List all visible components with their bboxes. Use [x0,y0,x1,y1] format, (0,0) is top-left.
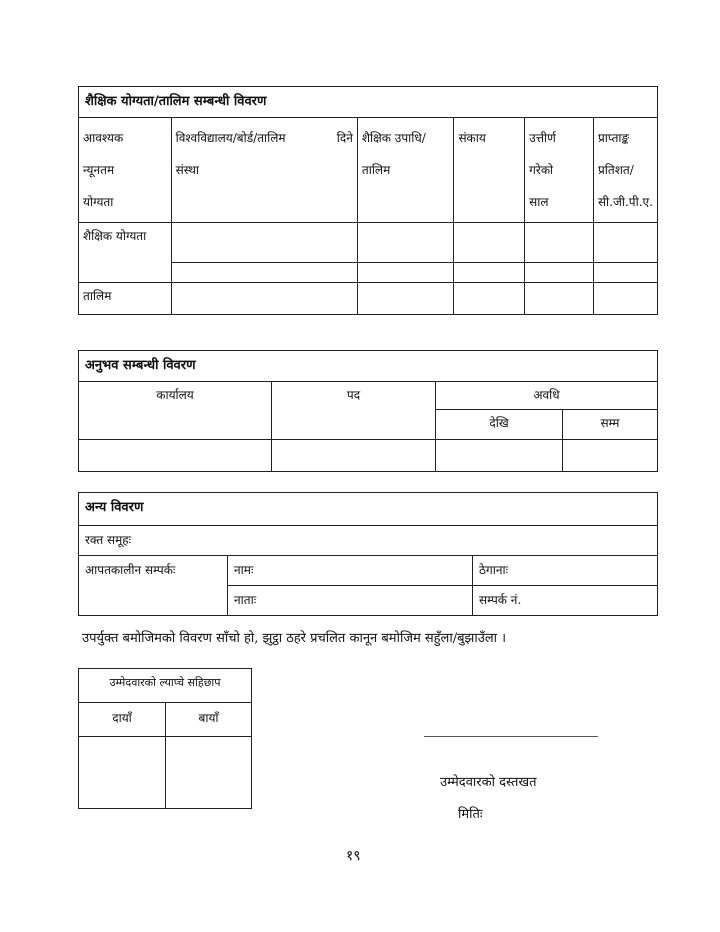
header-to [563,410,658,440]
experience-heading-text: अनुभव सम्बन्धी विवरण [85,358,196,373]
input-cell[interactable] [593,263,657,283]
input-cell[interactable] [454,283,525,315]
label: सी.जी.पी.ए. [597,195,653,209]
input-cell[interactable] [593,223,657,263]
label: बायाँ [198,711,219,725]
label: दायाँ [112,711,132,725]
label: तालिम [361,163,391,177]
label: आपतकालीन सम्पर्कः [85,563,176,577]
label: संकाय [458,131,486,145]
label: सम्पर्क नं. [479,593,522,607]
input-cell[interactable] [357,223,454,263]
label: विश्वविद्यालय/बोर्ड/तालिम [175,131,286,145]
input-cell[interactable] [79,440,272,472]
thumb-left-box[interactable] [166,737,252,809]
label: प्रतिशत/ [597,163,634,177]
signature-label: उम्मेदवारको दस्तखत [440,775,537,790]
label: रक्त समूहः [85,533,132,547]
label: न्यूनतम [83,163,115,177]
row-label-training [79,283,172,315]
header-required-qualification [79,118,172,223]
emergency-relation-field[interactable] [228,586,473,616]
other-heading [79,493,658,526]
education-table [78,86,658,315]
label: देखि [489,416,509,430]
label: योग्यता [83,195,114,209]
thumb-left-header [166,703,252,737]
input-cell[interactable] [272,440,436,472]
page-number: १९ [346,848,361,864]
header-score [593,118,657,223]
blood-group-field[interactable] [79,526,658,556]
signature-line[interactable] [424,736,598,737]
header-post [272,382,436,440]
label: कार्यालय [156,388,194,402]
declaration-text: उपर्युक्त बमोजिमको विवरण साँचो हो, झुट्ठा ठहरे प्रचलित कानून बमोजिम सहुँला/बुझाउँला । [82,631,507,646]
label: गरेको [529,163,554,177]
input-cell[interactable] [525,283,594,315]
input-cell[interactable] [593,283,657,315]
emergency-contact-no-field[interactable] [473,586,658,616]
label: शैक्षिक योग्यता [83,229,147,243]
header-institution [171,118,357,223]
emergency-name-field[interactable] [228,556,473,586]
label: आवश्यक [83,131,124,145]
date-label: मितिः [458,807,483,822]
label: अवधि [533,388,560,402]
experience-heading [79,351,658,382]
label: तालिम [83,289,112,303]
emergency-address-field[interactable] [473,556,658,586]
input-cell[interactable] [171,263,357,283]
label: प्राप्ताङ्क [597,131,630,145]
input-cell[interactable] [525,263,594,283]
header-duration [436,382,658,410]
label: संस्था [175,163,199,177]
label: साल [529,195,549,209]
education-heading [79,87,658,118]
thumb-right-box[interactable] [79,737,166,809]
input-cell[interactable] [171,223,357,263]
row-label-education [79,223,172,283]
input-cell[interactable] [436,440,563,472]
education-heading-text: शैक्षिक योग्यता/तालिम सम्बन्धी विवरण [85,94,267,109]
thumbprint-table [78,668,252,809]
emergency-contact-label [79,556,228,616]
label: उत्तीर्ण [529,131,556,145]
input-cell[interactable] [563,440,658,472]
label: नामः [234,563,254,577]
header-faculty [454,118,525,223]
other-details-table [78,492,658,616]
label: ठेगानाः [479,563,509,577]
header-from [436,410,563,440]
label: सम्म [600,416,620,430]
experience-table [78,350,658,472]
input-cell[interactable] [171,283,357,315]
header-office [79,382,272,440]
input-cell[interactable] [357,283,454,315]
input-cell[interactable] [454,263,525,283]
label: उम्मेदवारको ल्याप्चे सहिछाप [109,676,221,689]
input-cell[interactable] [454,223,525,263]
other-heading-text: अन्य विवरण [85,500,144,515]
thumbprint-title [79,669,252,703]
header-degree [357,118,454,223]
label: पद [346,388,361,402]
input-cell[interactable] [525,223,594,263]
input-cell[interactable] [357,263,454,283]
label: दिने [336,131,353,145]
label: नाताः [234,593,257,607]
thumb-right-header [79,703,166,737]
header-passed-year [525,118,594,223]
label: शैक्षिक उपाधि/ [361,131,426,145]
